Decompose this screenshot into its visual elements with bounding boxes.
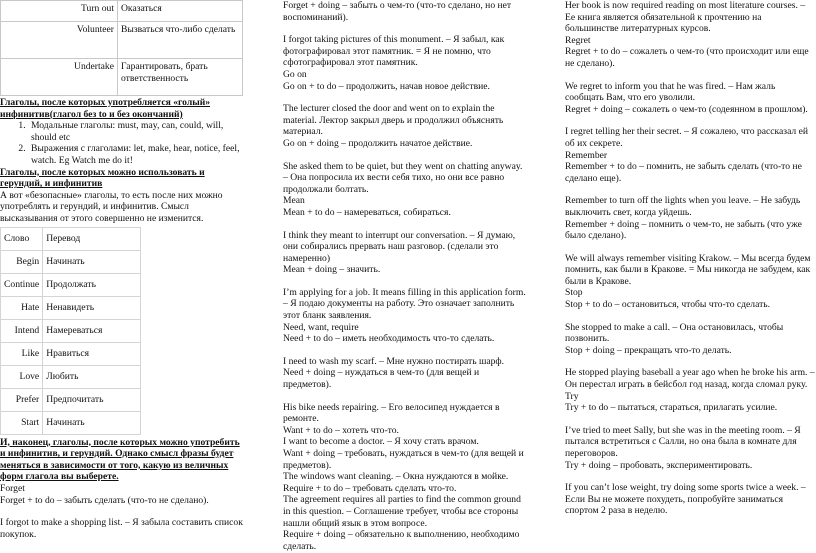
text-line: Remember + doing – помнить о чем-то, не забыть (что уже было сделано). — [565, 218, 802, 242]
text-line: Remember + to do – помнить, не забыть сделать (что-то не сделано еще). — [565, 161, 802, 184]
left-column — [0, 0, 243, 540]
blank-line — [283, 391, 528, 402]
table-cell-translation: Ненавидеть — [43, 296, 141, 319]
text-line: Go on + doing – продолжить начатое действие. — [283, 137, 473, 149]
blank-line — [283, 150, 528, 161]
text-line: Want + doing – требовать, нуждаться в чем-то (для вещей и предметов). — [283, 448, 524, 471]
text-line: Require + to do – требовать сделать что-то. — [283, 482, 457, 494]
verb-list — [0, 120, 243, 166]
table-cell-translation: Начинать — [43, 250, 141, 273]
text-line: I need to wash my scarf. – Мне нужно постирать шарф. — [283, 355, 505, 367]
text-line: Go on — [283, 68, 307, 80]
text-line: Need + doing – нуждаться в чем-то (для вещей и предметов). — [283, 367, 480, 391]
blank-line — [565, 311, 815, 322]
text-line: The agreement requires all parties to find the common ground in this question. – Соглашение требует, чтобы все стороны нашли общий язык в этом вопросе. — [283, 494, 521, 529]
blank-line — [283, 23, 528, 34]
table-cell-word: Undertake — [1, 59, 118, 96]
text-line: Forget — [0, 482, 25, 494]
list-item: 2. Выражения с глаголами: let, make, hear, notice, feel, watch. Eg Watch me do it! — [28, 143, 243, 166]
text-line: We regret to inform you that he was fired. – Нам жаль сообщать Вам, что его уволили. — [565, 80, 776, 104]
table-cell-word: Hate — [1, 296, 43, 319]
table-cell-word: Prefer — [1, 388, 43, 411]
text-line: Try — [565, 390, 579, 402]
table-cell-translation: Предпочитать — [43, 388, 141, 411]
text-line: I want to become a doctor. – Я хочу стать врачом. — [283, 436, 479, 448]
table-row — [1, 250, 141, 273]
table-cell-word: Turn out — [1, 1, 118, 22]
table-row — [1, 319, 141, 342]
heading-bare-infinitive: Глаголы, после которых употребляется «голый» инфинитив(глагол без to и без окончаний) — [0, 97, 211, 120]
table-cell-translation: Продолжать — [43, 273, 141, 296]
list-item: 1. Модальные глаголы: must, may, can, could, will, should etc — [28, 120, 243, 143]
heading-meaning-changes: И, наконец, глаголы, после которых можно употребить и инфинитив, и герундий. Однако смысл фразы будет меняться в зависимости от того, какую из величных форм глагола вы выберете. — [0, 436, 240, 483]
text-line: Regret — [565, 34, 591, 46]
paragraph: А вот «безопасные» глаголы, то есть после них можно употреблять и герундий, и инфинитив. Смысл высказывания от этого совершенно не изменится. — [0, 189, 223, 224]
table-cell-translation: Оказаться — [118, 1, 243, 22]
table-cell-translation: Вызваться что-либо сделать — [118, 22, 243, 59]
text-line: I think they meant to interrupt our conversation. – Я думаю, они собирались прервать наш разговор. (сделали это намеренно) — [283, 229, 516, 264]
blank-line — [565, 70, 815, 81]
text-line: Need + to do – иметь необходимость что-то сделать. — [283, 333, 495, 345]
text-line: Regret + to do – сожалеть о чем-то (что происходит или еще не сделано). — [565, 46, 809, 69]
text-line: His bike needs repairing. – Его велосипед нуждается в ремонте. — [283, 401, 500, 425]
text-line: Mean + doing – значить. — [283, 264, 381, 276]
text-line: Try + doing – пробовать, экспериментировать. — [565, 459, 753, 471]
text-line: Remember — [565, 149, 608, 161]
table-cell-translation: Любить — [43, 365, 141, 388]
middle-column — [283, 0, 528, 552]
text-line: Regret + doing – сожалеть о чем-то (содеянном в прошлом). — [565, 103, 808, 115]
text-line: She stopped to make a call. – Она остановилась, чтобы позвонить. — [565, 321, 784, 345]
text-line: I forgot to make a shopping list. – Я забыла составить список покупок. — [0, 517, 243, 540]
table-cell-word: Volunteer — [1, 22, 118, 59]
blank-line — [283, 92, 528, 103]
text-line: Go on + to do – продолжить, начав новое действие. — [283, 80, 490, 92]
text-line: Mean — [283, 195, 305, 207]
table-cell-translation: Гарантировать, брать ответственность — [118, 59, 243, 96]
text-line: Her book is now required reading on most literature courses. – Ее книга является обязательной к прочтению на большинстве литературных курсов. — [565, 0, 806, 35]
text-line: Try + to do – пытаться, стараться, прилагать усилие. — [565, 402, 778, 414]
table-cell-translation: Намереваться — [43, 319, 141, 342]
text-line: She asked them to be quiet, but they went on chatting anyway. – Она попросила их вести себя тихо, но они все равно продолжали болтать. — [283, 160, 523, 195]
blank-line — [283, 345, 528, 356]
blank-line — [565, 242, 815, 253]
table-row — [1, 22, 243, 59]
table-row — [1, 342, 141, 365]
text-line: If you can’t lose weight, try doing some sports twice a week. – Если Вы не можете похудеть, попробуйте заниматься спортом 2 раза в неделю. — [565, 482, 806, 517]
table-row — [1, 59, 243, 96]
table-row — [1, 296, 141, 319]
blank-line — [283, 276, 528, 287]
table-row — [1, 1, 243, 22]
table-cell-word: Begin — [1, 250, 43, 273]
right-column — [565, 0, 815, 517]
text-line: I regret telling her their secret. – Я сожалею, что рассказал ей об их секрете. — [565, 126, 808, 149]
text-line: Require + doing – обязательно к выполнению, необходимо сделать. — [283, 529, 520, 552]
text-line: Stop + to do – остановиться, чтобы что-то сделать. — [565, 299, 771, 311]
text-line: Mean + to do – намереваться, собираться. — [283, 206, 451, 218]
table-cell-word: Start — [1, 411, 43, 434]
table-row — [1, 411, 141, 434]
text-line: Forget + doing – забыть о чем-то (что-то сделано, но нет воспоминаний). — [283, 0, 512, 23]
text-line: Remember to turn off the lights when you leave. – Не забудь выключить свет, когда уйдешь. — [565, 195, 801, 218]
blank-line — [565, 471, 815, 482]
safe-verbs-table — [0, 227, 141, 435]
table-header-row — [1, 227, 141, 250]
table-row — [1, 273, 141, 296]
text-line: I’m applying for a job. It means filling in this application form. – Я подаю документы на работу. Это означает заполнить этот бланк заявления. — [283, 286, 526, 322]
text-line: Need, want, require — [283, 321, 359, 333]
table-cell-word: Continue — [1, 273, 43, 296]
text-line: He stopped playing baseball a year ago when he broke his arm. – Он перестал играть в бейсбол год назад, когда сломал руку. — [565, 367, 815, 391]
text-line: Stop — [565, 287, 583, 299]
table-cell-translation: Нравиться — [43, 342, 141, 365]
text-line: I’ve tried to meet Sally, but she was in the meeting room. – Я пытался встретиться с Салли, но она была в комнате для переговоров. — [565, 424, 801, 459]
text-line: The windows want cleaning. – Окна нуждаются в мойке. — [283, 471, 509, 483]
text-line: Forget + to do – забыть сделать (что-то не сделано). — [0, 494, 209, 506]
table-cell-word: Like — [1, 342, 43, 365]
phrasal-verbs-table — [0, 0, 243, 96]
blank-line — [565, 184, 815, 195]
text-line: I forgot taking pictures of this monument. – Я забыл, как фотографировал этот памятник. = Я не помню, что сфотографировал этот памятник. — [283, 34, 505, 69]
blank-line — [565, 115, 815, 126]
blank-line — [283, 219, 528, 230]
blank-line — [565, 414, 815, 425]
text-line: We will always remember visiting Krakow. – Мы всегда будем помнить, как были в Кракове. = Мы никогда не забудем, как были в Кракове. — [565, 252, 811, 287]
text-block — [0, 483, 243, 540]
blank-line — [565, 356, 815, 367]
table-cell-translation: Начинать — [43, 411, 141, 434]
table-header-word: Слово — [1, 227, 43, 250]
table-cell-word: Intend — [1, 319, 43, 342]
heading-gerund-or-infinitive: Глаголы, после которых можно использовать и герундий, и инфинитив — [0, 166, 205, 190]
text-line: Want + to do – хотеть что-то. — [283, 424, 399, 436]
text-line: Stop + doing – прекращать что-то делать. — [565, 344, 732, 356]
table-row — [1, 365, 141, 388]
table-cell-word: Love — [1, 365, 43, 388]
table-header-translation: Перевод — [43, 227, 141, 250]
text-line: The lecturer closed the door and went on to explain the material. Лектор закрыл дверь и продолжил объяснять материал. — [283, 103, 504, 138]
table-row — [1, 388, 141, 411]
blank-line — [0, 506, 243, 517]
